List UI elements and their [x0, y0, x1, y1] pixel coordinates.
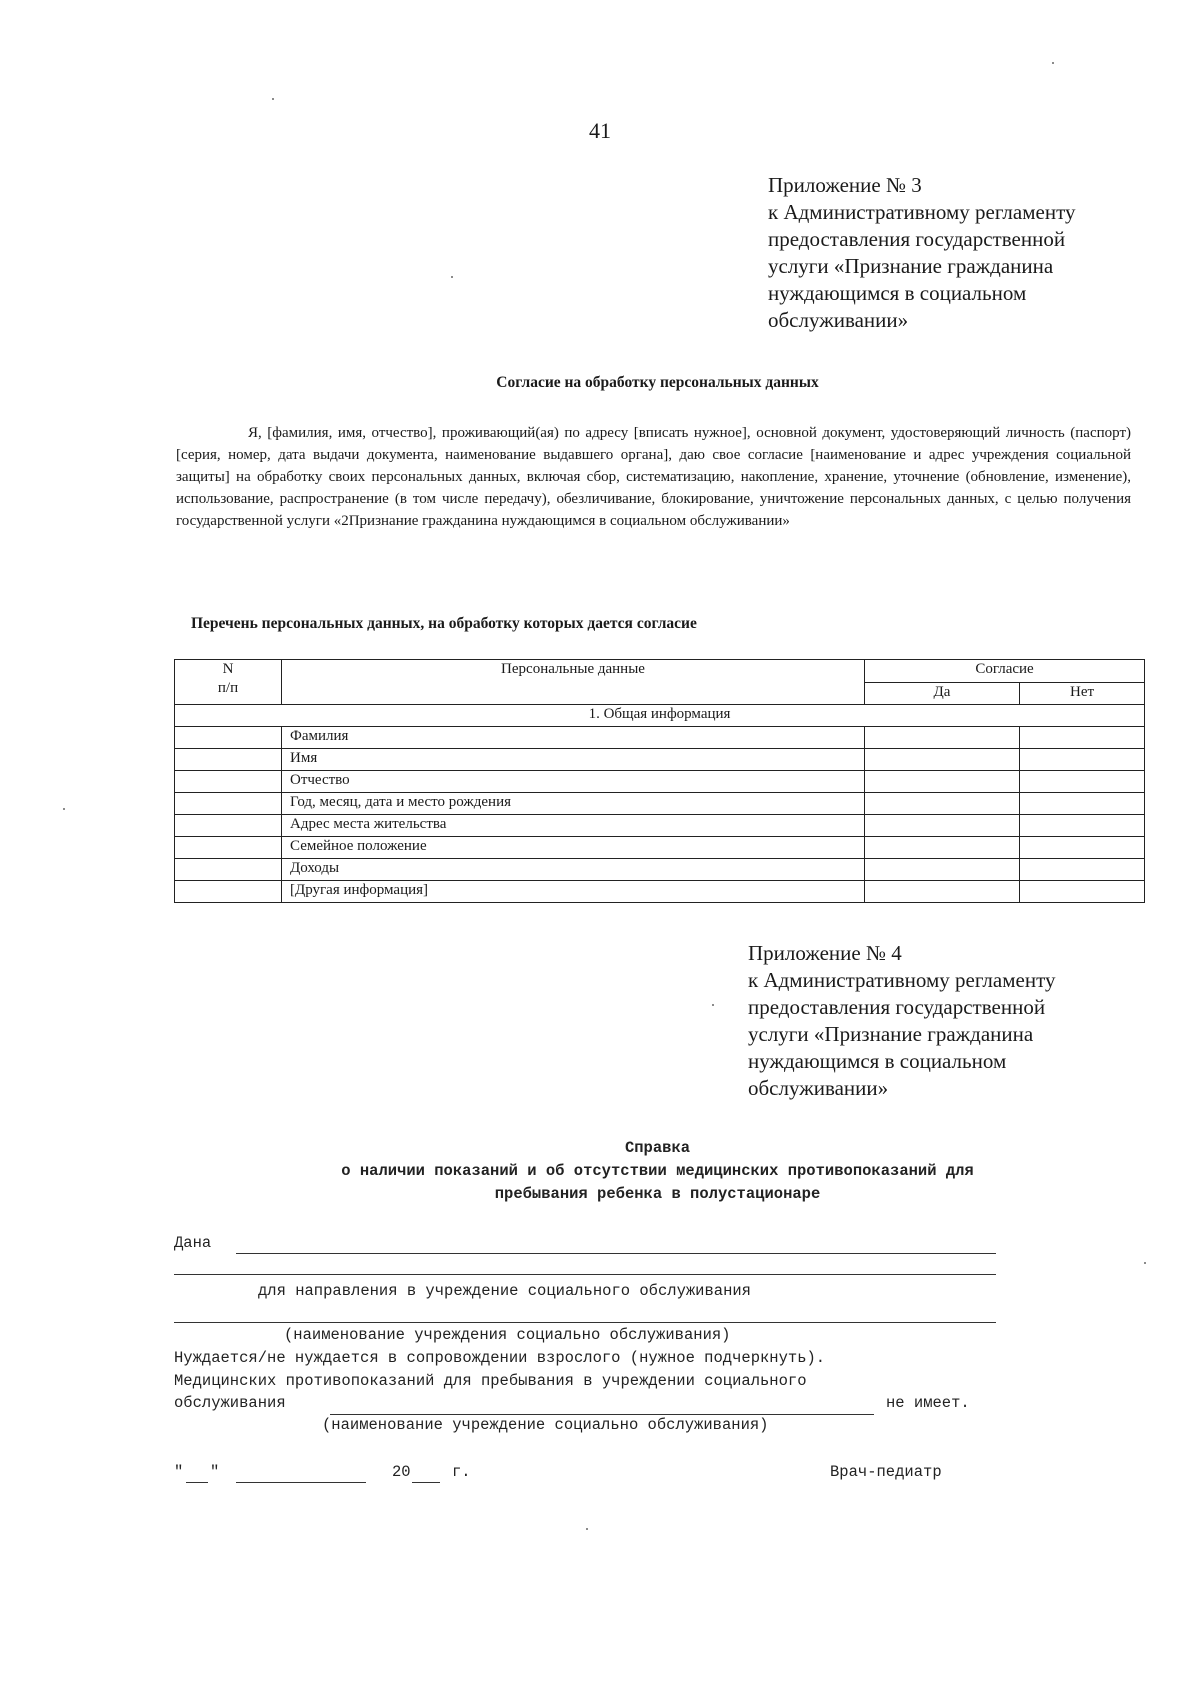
header-number-sublabel: п/п [217, 680, 239, 696]
table-header-row [175, 660, 1145, 683]
issued-to-field-continuation[interactable] [174, 1274, 996, 1275]
row-label: Имя [282, 749, 865, 771]
yes-cell[interactable] [865, 837, 1020, 859]
consent-title: Согласие на обработку персональных данных [496, 374, 819, 391]
consent-text: Я, [фамилия, имя, отчество], проживающий(ая) по адресу [вписать нужное], основной документ, удостоверяющий личность (паспорт) [серия, номер, дата выдачи документа, наименование выдавшего органа], даю свое согласие [наименование и адрес учреждения социальной защиты] на обработку своих персональных данных, включая сбор, систематизацию, накопление, хранение, уточнение (обновление, изменение), использование, распространение (в том числе передачу), обезличивание, блокирование, уничтожение персональных данных, с целью получения государственной услуги «2Признание гражданина нуждающимся в социальном обслуживании» [176, 425, 1131, 529]
table-row [175, 771, 1145, 793]
scan-speck [712, 1004, 714, 1006]
row-label: Отчество [282, 771, 865, 793]
table-row [175, 859, 1145, 881]
header-yes: Да [865, 683, 1020, 705]
table-row [175, 793, 1145, 815]
appendix-3-line: предоставления государственной [768, 227, 1066, 251]
yes-cell[interactable] [865, 749, 1020, 771]
doctor-title: Врач-педиатр [830, 1463, 942, 1481]
no-cell[interactable] [1020, 749, 1145, 771]
date-quote-open: " [174, 1463, 184, 1481]
appendix-4-line: к Административному регламенту [748, 968, 1056, 992]
certificate-subtitle-line-2: пребывания ребенка в полустационаре [494, 1185, 821, 1203]
personal-data-table [174, 659, 1145, 903]
year-prefix: 20 [392, 1463, 411, 1481]
section-row [175, 705, 1145, 727]
no-cell[interactable] [1020, 771, 1145, 793]
row-label: Год, месяц, дата и место рождения [282, 793, 865, 815]
institution-caption-2: (наименование учреждение социально обслуживания) [322, 1416, 769, 1434]
yes-cell[interactable] [865, 727, 1020, 749]
data-list-title: Перечень персональных данных, на обработку которых дается согласие [191, 615, 697, 632]
appendix-4-header [748, 940, 1055, 1102]
month-field[interactable] [236, 1482, 366, 1483]
day-field[interactable] [186, 1482, 208, 1483]
appendix-4-line: нуждающимся в социальном [748, 1049, 1007, 1073]
issued-to-field[interactable] [236, 1253, 996, 1254]
section-label: 1. Общая информация [175, 705, 1145, 727]
appendix-4-line: услуги «Признание гражданина [748, 1022, 1034, 1046]
header-personal-data: Персональные данные [282, 660, 865, 705]
certificate-subtitle-line-1: о наличии показаний и об отсутствии медицинских противопоказаний для [341, 1162, 974, 1180]
appendix-3-line: к Административному регламенту [768, 200, 1076, 224]
row-label: [Другая информация] [282, 881, 865, 903]
yes-cell[interactable] [865, 793, 1020, 815]
table-row [175, 837, 1145, 859]
year-field[interactable] [412, 1482, 440, 1483]
no-cell[interactable] [1020, 793, 1145, 815]
service-label: обслуживания [174, 1394, 286, 1412]
row-number-cell [175, 859, 282, 881]
row-number-cell [175, 793, 282, 815]
yes-cell[interactable] [865, 815, 1020, 837]
table-row [175, 727, 1145, 749]
appendix-4-line: обслуживании» [748, 1076, 889, 1100]
row-number-cell [175, 881, 282, 903]
service-institution-field[interactable] [330, 1414, 874, 1415]
table-row [175, 749, 1145, 771]
scan-speck [586, 1528, 588, 1530]
no-cell[interactable] [1020, 815, 1145, 837]
issued-label: Дана [174, 1234, 212, 1252]
scan-speck [272, 98, 274, 100]
row-label: Доходы [282, 859, 865, 881]
institution-caption: (наименование учреждения социально обслуживания) [284, 1326, 731, 1344]
yes-cell[interactable] [865, 771, 1020, 793]
yes-cell[interactable] [865, 859, 1020, 881]
appendix-4-line: Приложение № 4 [748, 941, 902, 965]
no-cell[interactable] [1020, 727, 1145, 749]
scan-speck [1052, 62, 1054, 64]
appendix-4-line: предоставления государственной [748, 995, 1046, 1019]
appendix-3-line: нуждающимся в социальном [768, 281, 1027, 305]
scan-speck [63, 808, 65, 810]
header-consent: Согласие [865, 660, 1145, 683]
escort-line: Нуждается/не нуждается в сопровождении взрослого (нужное подчеркнуть). [174, 1349, 826, 1367]
header-number-label: N [222, 661, 234, 677]
appendix-3-header [768, 172, 1075, 334]
year-suffix: г. [452, 1463, 471, 1481]
scan-speck [1144, 1262, 1146, 1264]
appendix-3-line: Приложение № 3 [768, 173, 922, 197]
table-row [175, 815, 1145, 837]
row-label: Семейное положение [282, 837, 865, 859]
consent-body [176, 422, 1131, 532]
page-number: 41 [589, 118, 611, 143]
row-number-cell [175, 771, 282, 793]
no-cell[interactable] [1020, 859, 1145, 881]
no-cell[interactable] [1020, 837, 1145, 859]
contraindications-line: Медицинских противопоказаний для пребывания в учреждении социального [174, 1372, 807, 1390]
appendix-3-line: обслуживании» [768, 308, 909, 332]
row-label: Фамилия [282, 727, 865, 749]
date-quote-close: " [210, 1463, 220, 1481]
no-cell[interactable] [1020, 881, 1145, 903]
yes-cell[interactable] [865, 881, 1020, 903]
row-number-cell [175, 727, 282, 749]
header-no: Нет [1020, 683, 1145, 705]
row-number-cell [175, 837, 282, 859]
institution-field[interactable] [174, 1322, 996, 1323]
purpose-text: для направления в учреждение социального обслуживания [258, 1282, 751, 1300]
not-have-text: не имеет. [886, 1394, 970, 1412]
certificate-title: Справка [624, 1139, 691, 1157]
table-row [175, 881, 1145, 903]
appendix-3-line: услуги «Признание гражданина [768, 254, 1054, 278]
header-number [175, 660, 282, 705]
row-number-cell [175, 749, 282, 771]
row-number-cell [175, 815, 282, 837]
row-label: Адрес места жительства [282, 815, 865, 837]
scan-speck [451, 276, 453, 278]
